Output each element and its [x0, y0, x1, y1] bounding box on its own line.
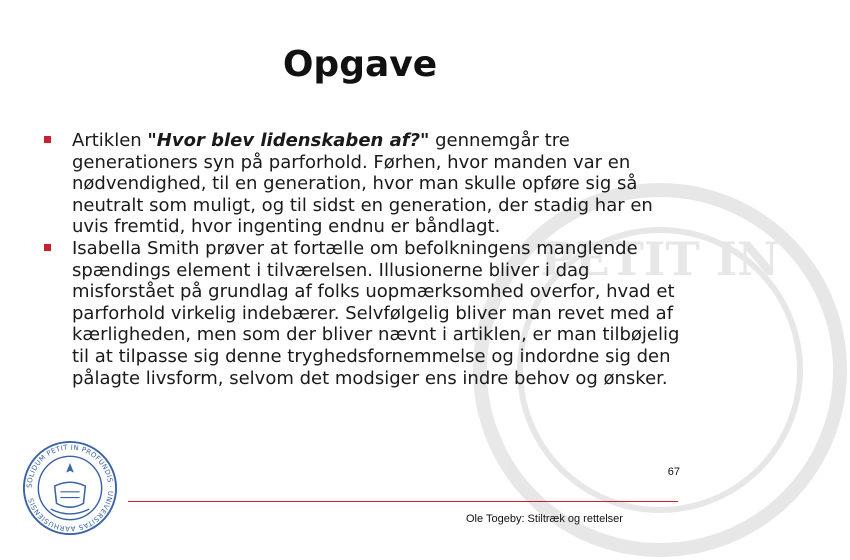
slide-content — [44, 130, 684, 389]
bullet-1-prefix: Artiklen — [72, 130, 148, 151]
footer-text: Ole Togeby: Stiltræk og rettelser — [466, 513, 623, 525]
bullet-2-text: Isabella Smith prøver at fortælle om befolkningens manglende spændings element i tilværelsen. Illusionerne bliver i dag misforstået på grundlag af folks uopmærksomhed overfor, hvad et parforhold virkelig indebærer. Selvfølgelig bliver man revet med af kærligheden, men som der bliver nævnt i artiklen, er man tilbøjelig til at tilpasse sig denne tryghedsfornemmelse og indordne sig den pålagte livsform, selvom det modsiger ens indre behov og ønsker. — [72, 237, 680, 389]
square-bullet-icon — [44, 244, 51, 251]
square-bullet-icon — [44, 136, 51, 143]
slide-title: Opgave — [282, 44, 438, 85]
article-title: "Hvor blev lidenskaben af?" — [147, 130, 430, 151]
university-seal-icon — [22, 440, 118, 536]
bullet-item-1 — [44, 130, 684, 238]
watermark-text: PETIT IN — [540, 232, 780, 286]
bullet-1-text: gennemgår tre generationers syn på parforhold. Førhen, hvor manden var en nødvendighed, til en generation, hvor man skulle opføre sig så neutralt som muligt, og til sidst en generation, der stadig har en uvis fremtid, hvor ingenting endnu er båndlagt. — [72, 130, 653, 238]
page-number: 67 — [667, 466, 680, 478]
footer-divider — [128, 501, 678, 502]
bullet-item-2 — [44, 238, 684, 389]
seal-text: SOLIDUM PETIT IN PROFUNDIS · UNIVERSITAS AARHUSIENSIS — [25, 443, 115, 533]
